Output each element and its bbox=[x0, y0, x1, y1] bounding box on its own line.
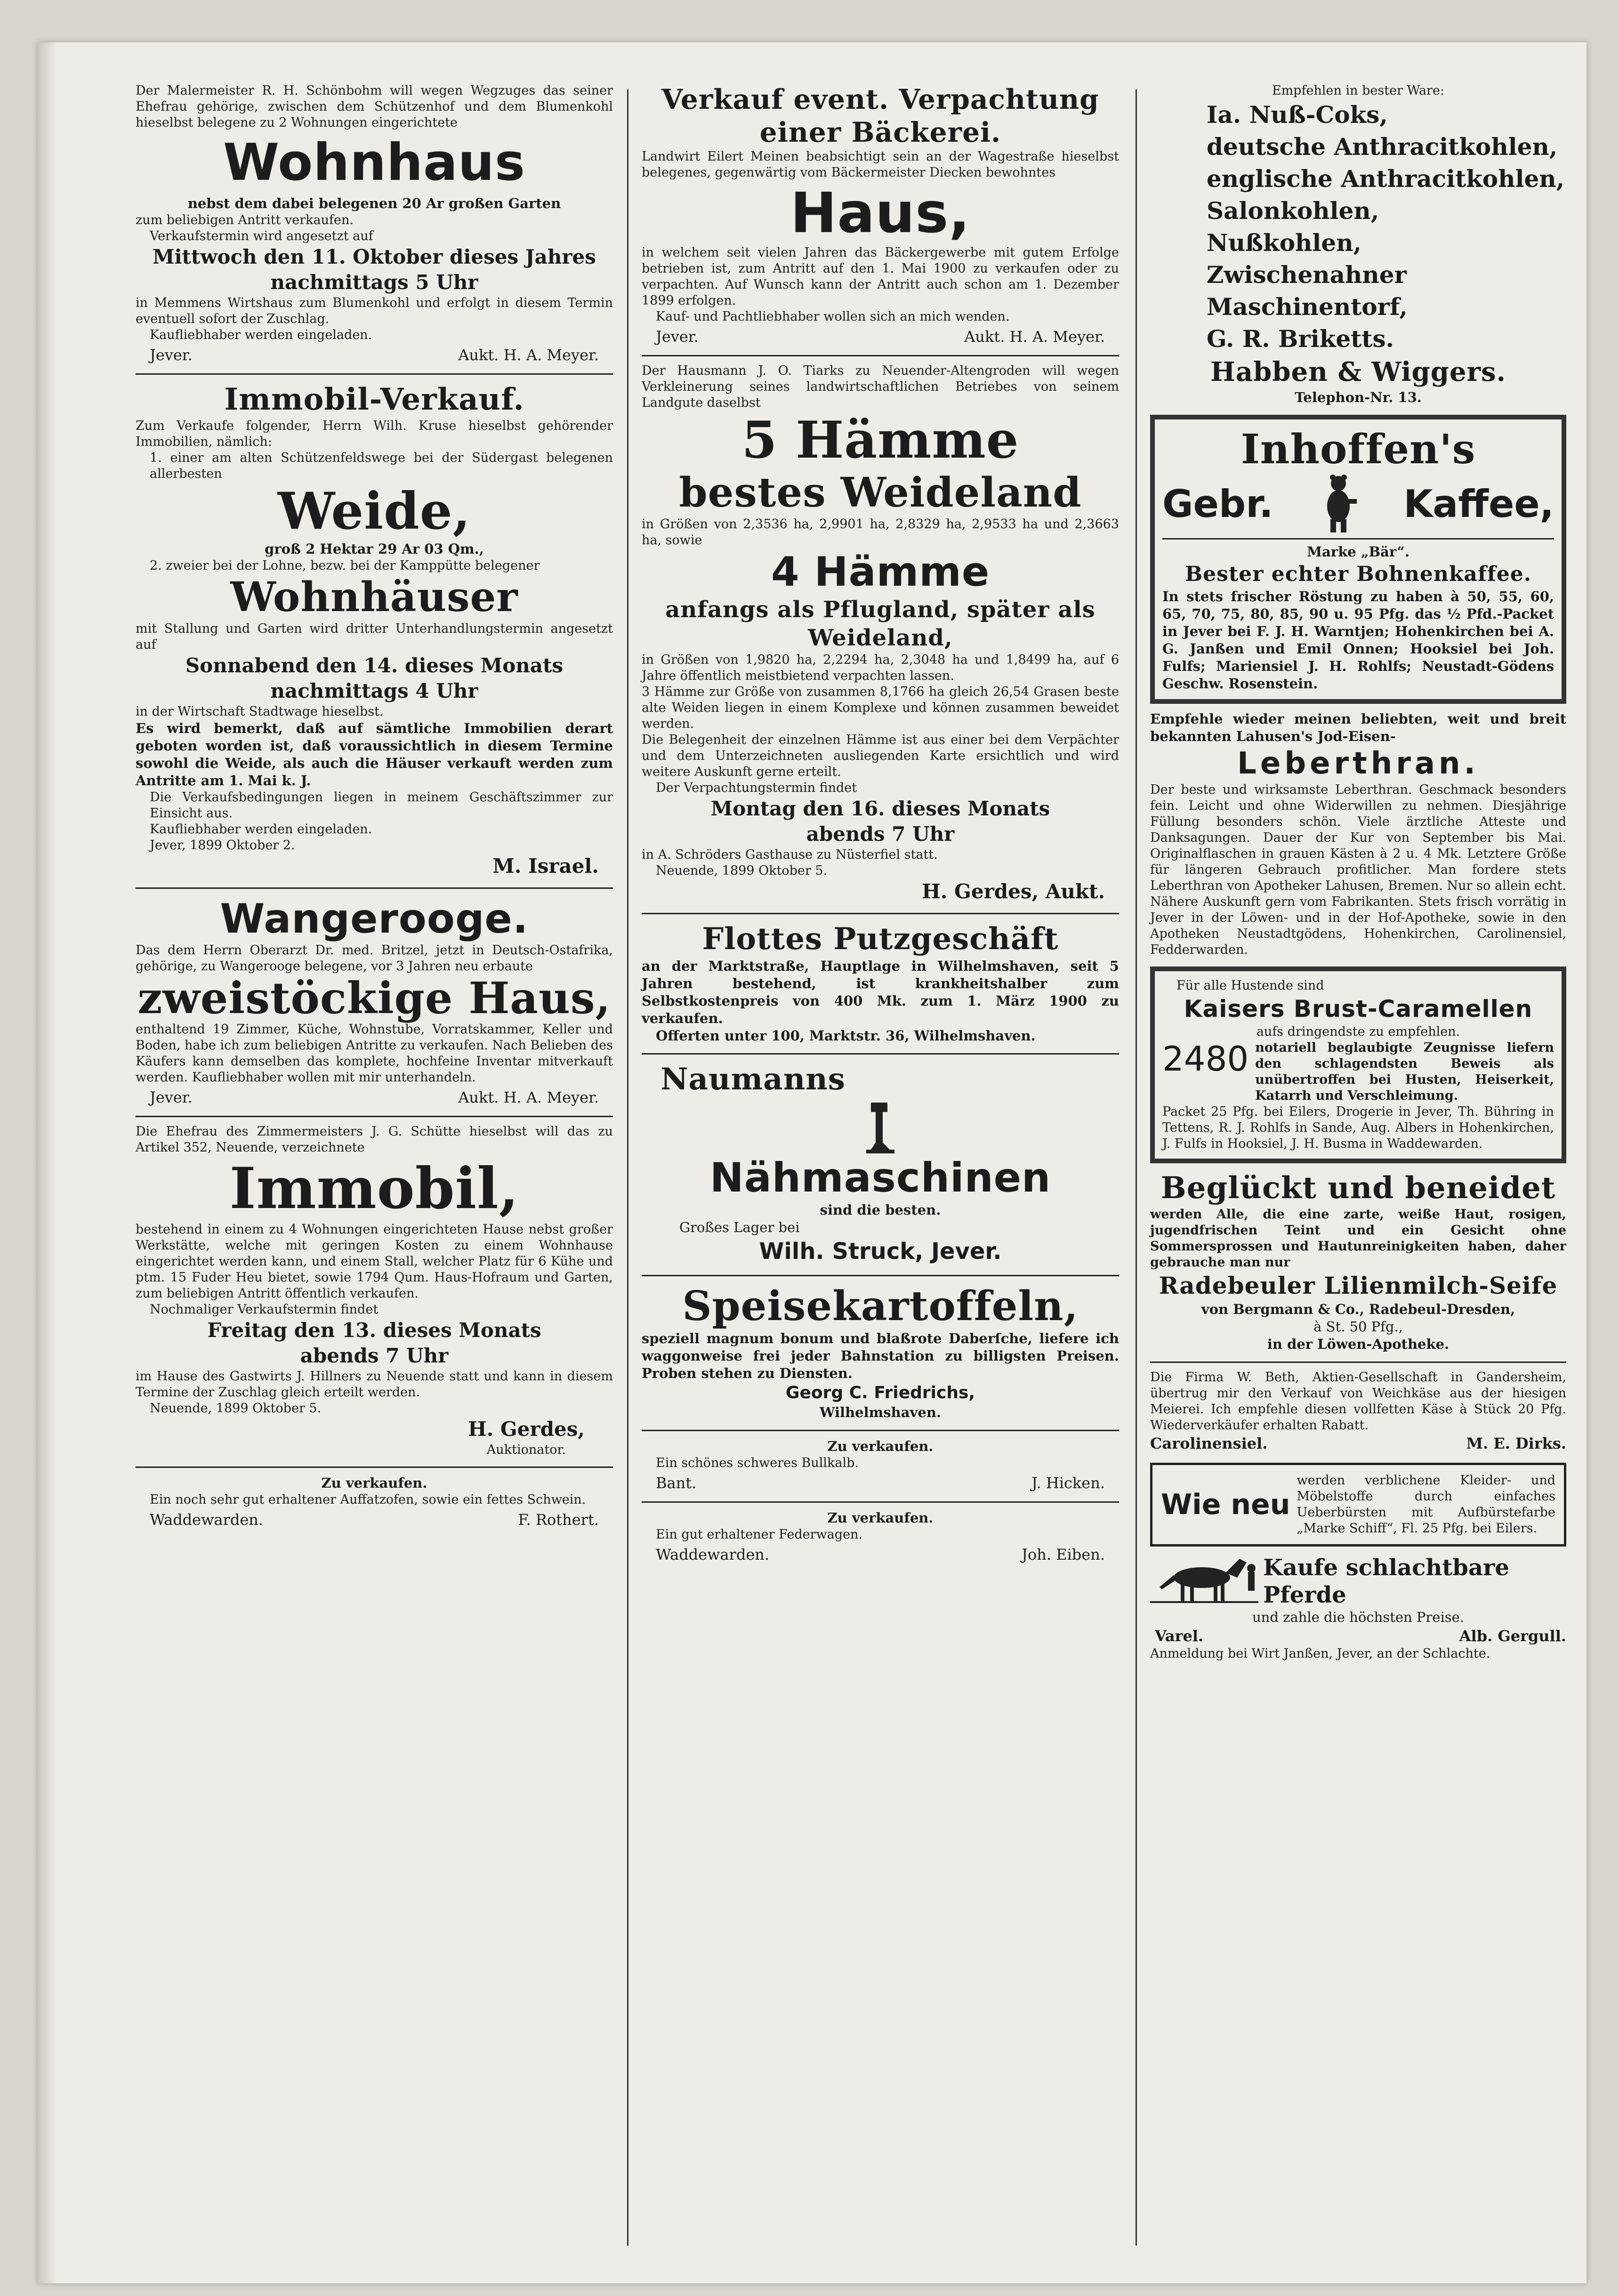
ad-signature bbox=[1150, 1626, 1566, 1646]
coal-item: Ia. Nuß-Coks, bbox=[1207, 101, 1388, 129]
ad-text: Der beste und wirksamste Leberthran. Geschmack besonders fein. Leicht und ohne Widerwillen zu nehmen. Diesjährige Füllung besonders schön. Viele ärztliche Atteste und Danksagungen. Dauer der Kur von September bis Mai. Originalflaschen in grauen Kästen à 2 u. 4 Mk. Letztere Größe für längeren Gebrauch profitlicher. Man fordere stets Leberthran von Apotheker Lahusen, Bremen. Nur so allein echt. Nähere Auskunft gern vom Fabrikanten. Stets frisch vorrätig in Jever in der Löwen- und in der Hof-Apotheke, sowie in den Apotheken Neustadtgödens, Hohenkirchen, Carolinensiel, Fedderwarden. bbox=[1150, 782, 1566, 957]
ad-immobil bbox=[136, 1121, 613, 1463]
horse-icon bbox=[1150, 1554, 1258, 1606]
ad-number: 2480 bbox=[1162, 1039, 1249, 1079]
ad-text: Ein noch sehr gut erhaltener Auffatzofen, sowie ein fettes Schwein. bbox=[150, 1492, 586, 1507]
ad-shop: in der Löwen-Apotheke. bbox=[1267, 1336, 1450, 1352]
ad-brand: Naumanns bbox=[660, 1062, 846, 1097]
ad-separator bbox=[136, 887, 613, 889]
ad-phone: Telephon-Nr. 13. bbox=[1295, 389, 1422, 405]
ad-place: Jever. bbox=[656, 328, 699, 346]
ad-headline: Wohnhäuser bbox=[230, 573, 518, 621]
ad-title: Flottes Putzgeschäft bbox=[702, 921, 1059, 957]
ad-text: Ein schönes schweres Bullkalb. bbox=[656, 1456, 859, 1470]
ad-signer: H. Gerdes, bbox=[467, 1418, 585, 1441]
ad-text: enthaltend 19 Zimmer, Küche, Wohnstube, Vorratskammer, Keller und Boden, habe ich zum beliebigen Antritte zu verkaufen. Nach Belieben des Käufers kann demselben das komplete, hochfeine Inventar mitverkauft werden. Kaufliebhaber wollen mit mir unterhandeln. bbox=[136, 1022, 613, 1085]
ad-caramellen bbox=[1150, 967, 1566, 1163]
ad-intro: Zum Verkaufe folgender, Herrn Wilh. Kruse hieselbst gehörender Immobilien, nämlich: bbox=[136, 419, 613, 449]
ad-signer: Aukt. H. A. Meyer. bbox=[458, 1088, 599, 1106]
ad-title: Verkauf event. Verpachtung bbox=[661, 83, 1099, 115]
ad-signer: J. Hicken. bbox=[1031, 1474, 1105, 1492]
ad-time: nachmittags 4 Uhr bbox=[270, 679, 478, 702]
column-3 bbox=[1142, 80, 1575, 2255]
ad-separator bbox=[642, 913, 1119, 914]
ad-text: in Größen von 1,9820 ha, 2,2294 ha, 2,3048 ha und 1,8499 ha, auf 6 Jahre öffentlich meistbietend verpachten lassen. bbox=[642, 653, 1119, 683]
ad-separator bbox=[136, 1466, 613, 1468]
sewing-machine-icon bbox=[862, 1098, 899, 1154]
ad-naehmaschinen bbox=[642, 1058, 1119, 1271]
ad-lilienmilch-seife bbox=[1150, 1167, 1566, 1358]
ad-intro: Für alle Hustende sind bbox=[1176, 978, 1324, 993]
ad-text: Kaufliebhaber werden eingeladen. bbox=[150, 822, 372, 837]
ad-text: notariell beglaubigte Zeugnisse liefern den schlagendsten Beweis als unübertroffen bei Husten, Heiserkeit, Katarrh und Verschleimung. bbox=[1255, 1040, 1554, 1103]
caramellen-body bbox=[1162, 1040, 1554, 1104]
ad-list-item: 1. einer am alten Schützenfeldswege bei der Südergast belegenen allerbesten bbox=[150, 451, 613, 481]
ad-signer: H. Gerdes, Aukt. bbox=[922, 880, 1105, 903]
ad-text: zum beliebigen Antritt verkaufen. bbox=[136, 213, 354, 227]
ad-subtitle: aufs dringendste zu empfehlen. bbox=[1256, 1024, 1460, 1039]
ad-title: Immobil, bbox=[229, 1155, 519, 1222]
ad-title: Beglückt und beneidet bbox=[1160, 1170, 1556, 1206]
ad-text: Ein gut erhaltener Federwagen. bbox=[656, 1527, 862, 1542]
ad-text: In stets frischer Röstung zu haben à 50, 55, 60, 65, 70, 75, 80, 85, 90 u. 95 Pfg. das ½ Pfd.-Packet in Jever bei F. J. H. Warntjen; Hohenkirchen bei A. G. Janßen und Emil Onnen; Hooksiel bei Joh. Fulfs; Mariensiel J. H. Rohlfs; Neustadt-Gödens Geschw. Rosenstein. bbox=[1162, 588, 1554, 692]
ad-dateline: Neuende, 1899 Oktober 5. bbox=[656, 863, 828, 878]
ad-pferde bbox=[1150, 1551, 1566, 1667]
ad-wangerooge bbox=[136, 893, 613, 1112]
ad-title: einer Bäckerei. bbox=[759, 116, 1001, 148]
ad-title: Kaufe schlachtbare Pferde bbox=[1263, 1555, 1509, 1608]
ad-subtitle: nebst dem dabei belegenen 20 Ar großen Garten bbox=[187, 195, 561, 211]
column-1 bbox=[127, 80, 621, 2255]
ad-text: speziell magnum bonum und blaßrote Daberſche, liefere ich waggonweise frei jeder Bahnstation zu billigsten Preisen. Proben stehen zu Diensten. bbox=[642, 1330, 1119, 1381]
coal-item: Salonkohlen, bbox=[1207, 197, 1379, 225]
ad-intro: Die Ehefrau des Zimmermeisters J. G. Schütte hieselbst will das zu Artikel 352, Neuende, verzeichnete bbox=[136, 1124, 613, 1155]
ad-text: in welchem seit vielen Jahren das Bäckergewerbe mit gutem Erfolge betrieben ist, zum Antritt auf den 1. Mai 1900 zu verkaufen oder zu verpachten. Auf Wunsch kann der Antritt auch schon am 1. Dezember 1899 erfolgen. bbox=[642, 245, 1119, 308]
column-rule-1 bbox=[627, 89, 628, 2246]
ad-signer: Aukt. H. A. Meyer. bbox=[964, 328, 1105, 346]
ad-text: Die Belegenheit der einzelnen Hämme ist aus einer bei dem Verpächter und dem Unterzeichneten ausliegenden Karte ersichtlich und wird weitere Auskunft gerne erteilt. bbox=[642, 733, 1119, 779]
ad-title: Wie neu bbox=[1161, 1488, 1290, 1521]
page-binding-edge bbox=[38, 42, 56, 2283]
ad-time: nachmittags 5 Uhr bbox=[270, 271, 478, 294]
ad-text: Verkaufstermin wird angesetzt auf bbox=[150, 229, 373, 243]
ad-immobil-verkauf bbox=[136, 379, 613, 884]
ad-putzgeschaeft bbox=[642, 918, 1119, 1049]
ad-text: Packet 25 Pfg. bei Eilers, Drogerie in Jever, Th. Bühring in Tettens, R. J. Rohlfs in Sande, Aug. Albers in Hohenkirchen, J. Fulfs in Hooksiel, J. H. Busma in Waddewarden. bbox=[1162, 1104, 1554, 1151]
ad-kaffee bbox=[1150, 415, 1566, 704]
ad-place: Waddewarden. bbox=[150, 1511, 264, 1529]
ad-subtitle: groß 2 Hektar 29 Ar 03 Qm., bbox=[265, 541, 484, 557]
ad-firm: Habben & Wiggers. bbox=[1210, 356, 1506, 387]
ad-signer: Alb. Gergull. bbox=[1459, 1627, 1566, 1645]
ad-text: in A. Schröders Gasthause zu Nüsterfiel statt. bbox=[642, 847, 938, 862]
ad-signer: Georg C. Friedrichs, bbox=[785, 1383, 975, 1402]
ad-baeckerei bbox=[642, 80, 1119, 351]
ad-separator bbox=[642, 1053, 1119, 1055]
ad-signer: M. E. Dirks. bbox=[1466, 1434, 1566, 1452]
ad-intro: Landwirt Eilert Meinen beabsichtigt sein an der Wagestraße hieselbst belegenes, gegenwärtig vom Bäckermeister Diecken bewohntes bbox=[642, 149, 1119, 180]
ad-text: Die Verkaufsbedingungen liegen in meinem Geschäftszimmer zur Einsicht aus. bbox=[150, 790, 613, 821]
ad-signer-role: Auktionator. bbox=[486, 1442, 566, 1457]
ad-text: werden Alle, die eine zarte, weiße Haut, rosigen, jugendfrischen Teint und ein Gesicht ohne Sommersprossen und Hautunreinigkeiten haben, daher gebrauche man nur bbox=[1150, 1207, 1566, 1270]
ad-note: Es wird bemerkt, daß auf sämtliche Immobilien derart geboten worden ist, daß voraussichtlich in diesem Termine sowohl die Weide, als auch die Häuser verkauft werden zum Antritte am 1. Mai k. J. bbox=[136, 720, 613, 789]
ad-signer: Aukt. H. A. Meyer. bbox=[458, 346, 599, 364]
ad-signature bbox=[642, 1543, 1119, 1564]
ad-text: Nochmaliger Verkaufstermin findet bbox=[150, 1302, 379, 1317]
ad-title-left: Gebr. bbox=[1162, 482, 1273, 526]
ad-place: Jever. bbox=[150, 346, 193, 364]
ad-headline: 4 Hämme bbox=[771, 548, 990, 596]
ad-date: Freitag den 13. dieses Monats bbox=[207, 1319, 541, 1342]
ad-text: und zahle die höchsten Preise. bbox=[1252, 1609, 1464, 1625]
ad-text: in Memmens Wirtshaus zum Blumenkohl und erfolgt in diesem Termin eventuell sofort der Zuschlag. bbox=[136, 296, 613, 326]
newspaper-page bbox=[38, 42, 1587, 2283]
ad-headline: bestes Weideland bbox=[679, 469, 1082, 516]
ad-headline: 5 Hämme bbox=[741, 411, 1019, 470]
ad-title: Speisekartoffeln, bbox=[682, 1282, 1079, 1330]
ad-separator bbox=[1150, 1361, 1566, 1363]
ad-dealer: Wilh. Struck, Jever. bbox=[759, 1238, 1002, 1265]
ad-signature bbox=[136, 343, 613, 365]
ad-wohnhaus bbox=[136, 80, 613, 370]
ad-haemme bbox=[642, 360, 1119, 909]
ad-text: an der Marktstraße, Hauptlage in Wilhelmshaven, seit 5 Jahren bestehend, ist krankheitshalber zum Selbstkostenpreis von 400 Mk. zum 1. März 1900 zu verkaufen. bbox=[642, 958, 1119, 1026]
ad-federwagen bbox=[642, 1506, 1119, 1569]
ad-intro: Der Hausmann J. O. Tiarks zu Neuender-Altengroden will wegen Verkleinerung seines landwirtschaftlichen Betriebes von seinem Landgute daselbst bbox=[642, 363, 1119, 410]
column-2 bbox=[633, 80, 1128, 2255]
ad-text: 3 Hämme zur Größe von zusammen 8,1766 ha gleich 26,54 Grasen beste alte Weiden liegen in einem Komplexe und können zusammen beweidet werden. bbox=[642, 685, 1119, 731]
ad-title: Kaisers Brust-Caramellen bbox=[1184, 995, 1533, 1023]
ad-date: Mittwoch den 11. Oktober dieses Jahres bbox=[153, 245, 596, 268]
ad-place: Carolinensiel. bbox=[1150, 1434, 1268, 1452]
ad-title: Zu verkaufen. bbox=[827, 1510, 934, 1526]
ad-subtitle: sind die besten. bbox=[820, 1202, 941, 1218]
ad-separator bbox=[642, 1501, 1119, 1503]
ad-bullkalb bbox=[642, 1435, 1119, 1498]
ad-text: Großes Lager bei bbox=[679, 1219, 800, 1235]
ad-text: im Hause des Gastwirts J. Hillners zu Neuende statt und kann in diesem Termine der Zuschlag gleich erteilt werden. bbox=[136, 1369, 613, 1400]
ad-text: Der Verpachtungstermin findet bbox=[656, 781, 857, 795]
coal-list bbox=[1150, 99, 1566, 355]
ad-place: Varel. bbox=[1155, 1627, 1204, 1645]
ad-note: Anmeldung bei Wirt Janßen, Jever, an der Schlachte. bbox=[1150, 1646, 1490, 1661]
kaffee-title-row bbox=[1162, 473, 1554, 534]
ad-maker: von Bergmann & Co., Radebeul-Dresden, bbox=[1201, 1301, 1515, 1317]
ad-text: bestehend in einem zu 4 Wohnungen eingerichteten Hause nebst großer Werkstätte, welche mit geringen Kosten zu einem Wohnhause eingerichtet werden kann, und einem Stall, welcher Platz für 6 Kühe und ptm. 15 Fuder Heu bietet, sowie 1794 Qum. Haus-Hofraum und Garten, zum beliebigen Antritt öffentlich verkaufen. bbox=[136, 1222, 613, 1301]
ad-intro: Das dem Herrn Oberarzt Dr. med. Britzel, jetzt in Deutsch-Ostafrika, gehörige, zu Wangerooge belegene, vor 3 Jahren neu erbaute bbox=[136, 943, 613, 974]
ad-signer: M. Israel. bbox=[492, 854, 599, 878]
ad-intro: Empfehlen in bester Ware: bbox=[1272, 83, 1445, 98]
ad-title: Wohnhaus bbox=[223, 133, 526, 192]
ad-signature bbox=[642, 325, 1119, 346]
ad-separator bbox=[642, 1430, 1119, 1431]
ad-signature bbox=[136, 1508, 613, 1530]
ad-brand: Inhoffen's bbox=[1240, 426, 1476, 473]
ad-dateline: Neuende, 1899 Oktober 5. bbox=[150, 1401, 322, 1416]
ad-offer: Offerten unter 100, Marktstr. 36, Wilhelmshaven. bbox=[656, 1028, 1036, 1044]
ad-dateline: Jever, 1899 Oktober 2. bbox=[150, 838, 295, 853]
ad-list-item: 2. zweier bei der Lohne, bezw. bei der Kamppütte belegener bbox=[150, 558, 540, 573]
coal-item: Zwischenahner Maschinentorf, bbox=[1207, 261, 1408, 321]
ad-place: Bant. bbox=[656, 1474, 697, 1492]
ad-intro: Der Malermeister R. H. Schönbohm will wegen Wegzuges das seiner Ehefrau gehörige, zwischen dem Schützenhof und dem Blumenkohl hieselbst belegene zu 2 Wohnungen eingerichtete bbox=[136, 83, 613, 130]
ad-signer: Joh. Eiben. bbox=[1022, 1546, 1105, 1563]
ad-leberthran bbox=[1150, 708, 1566, 963]
ad-wie-neu bbox=[1150, 1463, 1566, 1547]
ad-headline: Weide, bbox=[277, 482, 471, 541]
ad-city: Wilhelmshaven. bbox=[819, 1404, 941, 1420]
ad-separator bbox=[642, 355, 1119, 356]
ad-schwein bbox=[136, 1472, 613, 1534]
ad-separator bbox=[136, 373, 613, 375]
ad-place: Jever. bbox=[150, 1088, 193, 1106]
ad-place: Waddewarden. bbox=[656, 1546, 770, 1563]
ad-text: Kauf- und Pachtliebhaber wollen sich an mich wenden. bbox=[656, 309, 1010, 324]
coal-item: Nußkohlen, bbox=[1207, 229, 1361, 257]
coal-item: englische Anthracitkohlen, bbox=[1207, 165, 1565, 193]
ad-text: Kaufliebhaber werden eingeladen. bbox=[150, 328, 372, 342]
ad-headline: zweistöckige Haus, bbox=[137, 973, 611, 1023]
ad-kohlen bbox=[1150, 80, 1566, 411]
ad-subtitle: anfangs als Pflugland, später als Weideland, bbox=[665, 596, 1095, 651]
ad-title: Nähmaschinen bbox=[709, 1154, 1051, 1201]
ad-title: Wangerooge. bbox=[220, 895, 529, 943]
ad-separator bbox=[136, 1116, 613, 1117]
ad-weichkaese bbox=[1150, 1367, 1566, 1458]
bear-icon bbox=[1317, 473, 1360, 534]
ad-text: in der Wirtschaft Stadtwage hieselbst. bbox=[136, 704, 384, 719]
ad-time: abends 7 Uhr bbox=[300, 1344, 449, 1367]
ad-title: Leberthran. bbox=[1237, 746, 1479, 781]
ad-title-right: Kaffee, bbox=[1403, 482, 1554, 526]
coal-item: G. R. Briketts. bbox=[1207, 325, 1394, 353]
ad-subtitle: Bester echter Bohnenkaffee. bbox=[1184, 562, 1532, 586]
ad-text: werden verblichene Kleider- und Möbelstoffe durch einfaches Ueberbürsten mit Aufbürstefarbe „Marke Schiff“, Fl. 25 Pfg. bei Eilers. bbox=[1297, 1473, 1555, 1536]
ad-text: mit Stallung und Garten wird dritter Unterhandlungstermin angesetzt auf bbox=[136, 621, 613, 652]
ad-separator bbox=[642, 1275, 1119, 1276]
ad-date: Sonnabend den 14. dieses Monats bbox=[185, 654, 564, 677]
column-rule-2 bbox=[1136, 89, 1137, 2246]
ad-signature bbox=[136, 1086, 613, 1107]
ad-signature bbox=[642, 1471, 1119, 1493]
ad-title: Zu verkaufen. bbox=[321, 1475, 427, 1491]
ad-title: Immobil-Verkauf. bbox=[224, 382, 524, 417]
ad-marke: Marke „Bär“. bbox=[1307, 544, 1410, 560]
ad-price: à St. 50 Pfg., bbox=[1313, 1319, 1403, 1335]
ad-speisekartoffeln bbox=[642, 1280, 1119, 1426]
ad-signature bbox=[1150, 1434, 1566, 1453]
ad-intro: Empfehle wieder meinen beliebten, weit und breit bekannten Lahusen's Jod-Eisen- bbox=[1150, 711, 1566, 744]
ad-time: abends 7 Uhr bbox=[806, 822, 955, 846]
ad-divider bbox=[1162, 538, 1554, 540]
ad-title: Zu verkaufen. bbox=[827, 1438, 934, 1454]
ad-headline: Haus, bbox=[790, 180, 971, 245]
ad-text: in Größen von 2,3536 ha, 2,9901 ha, 2,8329 ha, 2,9533 ha und 2,3663 ha, sowie bbox=[642, 517, 1119, 548]
coal-item: deutsche Anthracitkohlen, bbox=[1207, 133, 1558, 161]
ad-signer: F. Rothert. bbox=[518, 1511, 599, 1529]
ad-product: Radebeuler Lilienmilch-Seife bbox=[1159, 1272, 1558, 1299]
ad-date: Montag den 16. dieses Monats bbox=[710, 797, 1050, 820]
ad-text: Die Firma W. Beth, Aktien-Gesellschaft in Gandersheim, übertrug mir den Verkauf von Weichkäse aus der hiesigen Meierei. Ich empfehle diesen vollfetten Käse à Stück 20 Pfg. Wiederverkäufer erhalten Rabatt. bbox=[1150, 1370, 1566, 1433]
